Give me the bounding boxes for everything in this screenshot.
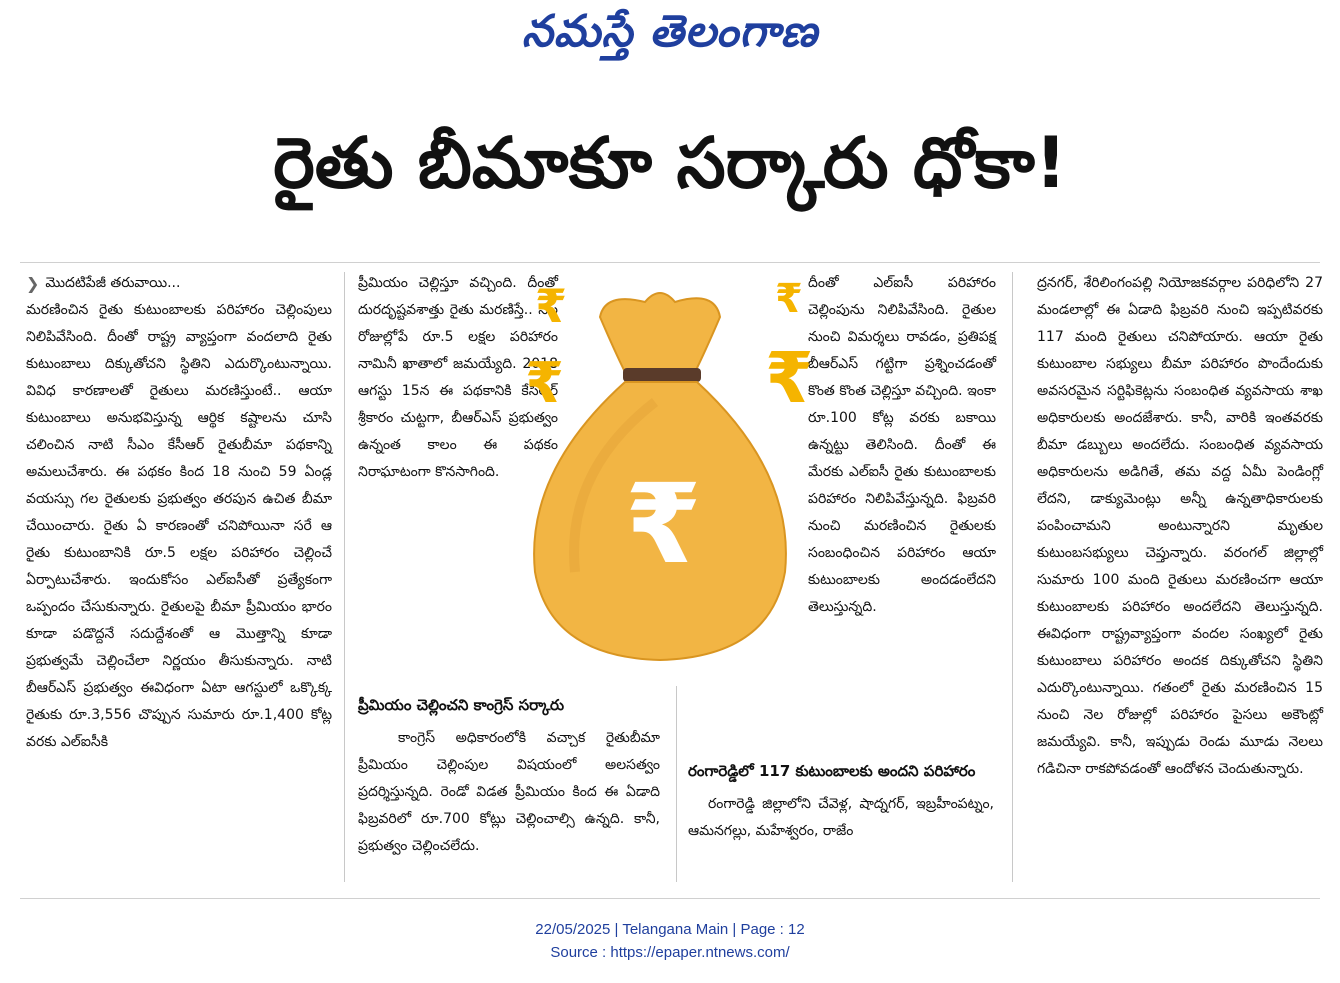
article-paragraph: ద్రనగర్, శేరిలింగంపల్లి నియోజకవర్గాల పరిధిలోని 27 మండలాల్లో ఈ ఏడాది ఫిబ్రవరి నుంచి ఇప్పటివరకు 117 మంది రైతులు చనిపోయారు. ఆయా రైతు కుటుంబాల సభ్యులు బీమా పరిహారం పొందేందుకు అవసరమైన సర్టిఫికెట్లను సంబంధిత వ్యవసాయ శాఖ అధికారులకు అందజేశారు. కానీ, వారికి ఇంతవరకు బీమా డబ్బులు అందలేదు. సంబంధిత వ్యవసాయ అధికారులను అడిగితే, తమ వద్ద ఏమీ పెండింగ్లో లేదని, డాక్యుమెంట్లు అన్నీ ఉన్నతాధికారులకు పంపించామని అంటున్నారని మృతుల కుటుంబసభ్యులు చెప్తున్నారు. వరంగల్ జిల్లాల్లో సుమారు 100 మంది రైతులు మరణించగా ఆయా కుటుంబాలకు పరిహారం అందలేదని తెలుస్తున్నది. ఈవిధంగా రాష్ట్రవ్యాప్తంగా వందల సంఖ్యలో రైతు కుటుంబాలు పరిహారం అందక దిక్కుతోచని స్థితిని ఎదుర్కొంటున్నాయి. గతంలో రైతు మరణించిన 15 నుంచి నెల రోజుల్లో పరిహారం పైసలు అకౌంట్లో జమయ్యేవి. కానీ, ఇప్పుడు రెండు మూడు నెలలు గడిచినా రాకపోవడంతో ఆందోళన చెందుతున్నారు.: [1037, 275, 1323, 777]
article-column-1: [26, 270, 332, 756]
svg-text:₹: ₹: [775, 276, 803, 322]
column-divider: [676, 686, 677, 882]
article-column-3: [808, 270, 996, 621]
svg-text:₹: ₹: [625, 460, 702, 588]
article-paragraph: రంగారెడ్డి జిల్లాలోని చేవెళ్ల, షాద్నగర్, ఇబ్రహీంపట్నం, ఆమనగల్లు, మహేశ్వరం, రాజేం: [688, 796, 994, 839]
column-divider: [344, 272, 345, 882]
svg-text:₹: ₹: [765, 337, 814, 419]
article-paragraph: కాంగ్రెస్ అధికారంలోకి వచ్చాక రైతుబీమా ప్రీమియం చెల్లింపుల విషయంలో అలసత్వం ప్రదర్శిస్తున్నది. రెండో విడత ప్రీమియం కింద ఈ ఏడాది ఫిబ్రవరిలో రూ.700 కోట్లు చెల్లించాల్సి ఉన్నది. కానీ, ప్రభుత్వం చెల్లించలేదు.: [358, 730, 660, 854]
continued-kicker: [26, 270, 332, 297]
headline-divider: [20, 262, 1320, 263]
edition-info: 22/05/2025 | Telangana Main | Page : 12: [535, 921, 805, 938]
article-paragraph: దీంతో ఎల్ఐసీ పరిహారం చెల్లింపును నిలిపివేసింది. రైతుల నుంచి విమర్శలు రావడం, ప్రతిపక్ష బీఆర్ఎస్ గట్టిగా ప్రశ్నించడంతో కొంత కొంత చెల్లిస్తూ వచ్చింది. ఇంకా రూ.100 కోట్ల వరకు బకాయి ఉన్నట్టు తెలిసింది. దీంతో ఈ మేరకు ఎల్ఐసీ రైతు కుటుంబాలకు పరిహారం నిలిపివేస్తున్నది. ఫిబ్రవరి నుంచి మరణించిన రైతులకు సంబంధించిన పరిహారం ఆయా కుటుంబాలకు అందడంలేదని తెలుస్తున్నది.: [808, 275, 996, 615]
article-column-4: [1037, 270, 1323, 783]
chevron-right-icon: ❯: [26, 274, 40, 293]
subheading: ప్రీమియం చెల్లించని కాంగ్రెస్ సర్కారు: [358, 696, 565, 714]
article-column-3-lower: [688, 686, 994, 845]
kicker-text: మొదటిపేజీ తరువాయి...: [45, 275, 181, 291]
article-paragraph: ప్రీమియం చెల్లిస్తూ వచ్చింది. దీంతో దురదృష్టవశాత్తు రైతు మరణిస్తే.. నెల రోజుల్లోపే రూ.5 లక్షల పరిహారం నామినీ ఖాతాలో జమయ్యేది. 2018 ఆగస్టు 15న ఈ పథకానికి కేసీఆర్ శ్రీకారం చుట్టగా, బీఆర్ఎస్ ప్రభుత్వం ఉన్నంత కాలం ఈ పథకం నిరాఘాటంగా కొనసాగింది.: [358, 275, 558, 480]
footer-divider: [20, 898, 1320, 899]
article-column-2-lower: [358, 684, 660, 860]
svg-text:₹: ₹: [535, 279, 568, 333]
source-link[interactable]: Source : https://epaper.ntnews.com/: [550, 944, 790, 961]
article-paragraph: మరణించిన రైతు కుటుంబాలకు పరిహారం చెల్లింపులు నిలిపివేసింది. దీంతో రాష్ట్ర వ్యాప్తంగా వందలాది రైతు కుటుంబాలు దిక్కుతోచని స్థితిని ఎదుర్కొంటున్నాయి. వివిధ కారణాలతో రైతులు మరణిస్తుంటే.. ఆయా కుటుంబాలు అనుభవిస్తున్న ఆర్థిక కష్టాలను చూసి చలించిన నాటి సీఎం కేసీఆర్ రైతుబీమా పథకాన్ని అమలుచేశారు. ఈ పథకం కింద 18 నుంచి 59 ఏండ్ల వయస్సు గల రైతులకు ప్రభుత్వం తరపున ఉచిత బీమా చేయించారు. రైతు ఏ కారణంతో చనిపోయినా సరే ఆ రైతు కుటుంబానికి రూ.5 లక్షల పరిహారం చెల్లించే ఏర్పాటుచేశారు. ఇందుకోసం ఎల్ఐసీతో ప్రత్యేకంగా ఒప్పందం చేసుకున్నారు. రైతులపై బీమా ప్రీమియం భారం కూడా పడొద్దనే సదుద్దేశంతో ఆ మొత్తాన్ని కూడా ప్రభుత్వమే చెల్లించేలా నిర్ణయం తీసుకున్నారు. నాటి బీఆర్ఎస్ ప్రభుత్వం ఈవిధంగా ఏటా ఆగస్టులో ఒక్కొక్క రైతుకు రూ.3,556 చొప్పున సుమారు రూ.1,400 కోట్ల వరకు ఎల్ఐసీకి: [26, 302, 332, 750]
page-headline: రైతు బీమాకూ సర్కారు ధోకా!: [273, 122, 1067, 204]
subheading: రంగారెడ్డిలో 117 కుటుంబాలకు అందని పరిహారం: [688, 762, 976, 780]
masthead-logo: నమస్తే తెలంగాణ: [521, 6, 819, 57]
svg-text:₹: ₹: [525, 351, 564, 416]
money-bag-illustration: [505, 272, 815, 672]
column-divider: [1012, 272, 1013, 882]
